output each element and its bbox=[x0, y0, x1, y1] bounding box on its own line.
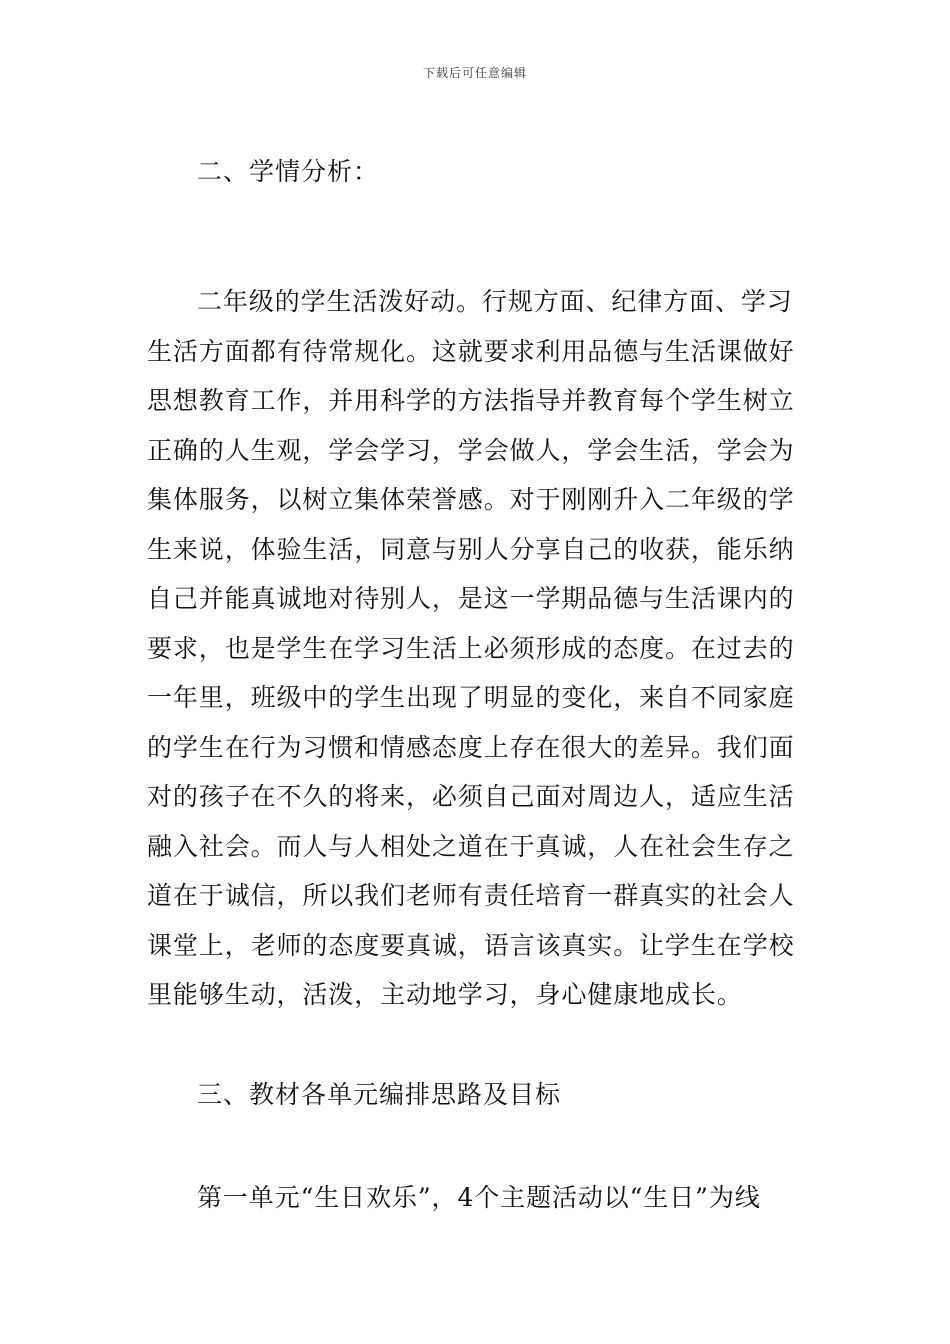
paragraph-line: 二年级的学生活泼好动。行规方面、纪律方面、学习 bbox=[197, 287, 793, 316]
paragraph-line: 集体服务，以树立集体荣誉感。对于刚刚升入二年级的学 bbox=[147, 485, 795, 514]
section-heading-unit-design: 三、教材各单元编排思路及目标 bbox=[197, 1080, 562, 1109]
paragraph-line: 第一单元“生日欢乐”，4个主题活动以“生日”为线 bbox=[197, 1183, 761, 1212]
paragraph-line: 正确的人生观，学会学习，学会做人，学会生活，学会为 bbox=[147, 435, 795, 465]
paragraph-line: 课堂上，老师的态度要真诚，语言该真实。让学生在学校 bbox=[147, 930, 795, 960]
page-header: 下载后可任意编辑 bbox=[422, 66, 527, 80]
paragraph-line: 生活方面都有待常规化。这就要求利用品德与生活课做好 bbox=[147, 336, 795, 366]
paragraph-line: 思想教育工作，并用科学的方法指导并教育每个学生树立 bbox=[147, 386, 795, 415]
paragraph-line: 生来说，体验生活，同意与别人分享自己的收获，能乐纳 bbox=[147, 534, 795, 564]
paragraph-line: 自己并能真诚地对待别人，是这一学期品德与生活课内的 bbox=[147, 584, 795, 613]
paragraph-line: 要求，也是学生在学习生活上必须形成的态度。在过去的 bbox=[147, 633, 795, 663]
section-heading-learning-analysis: 二、学情分析： bbox=[197, 157, 380, 186]
paragraph-line: 里能够生动，活泼，主动地学习，身心健康地成长。 bbox=[147, 980, 743, 1009]
paragraph-line: 一年里，班级中的学生出现了明显的变化，来自不同家庭 bbox=[147, 683, 795, 712]
paragraph-line: 道在于诚信，所以我们老师有责任培育一群真实的社会人 bbox=[147, 881, 795, 910]
paragraph-unit-design bbox=[147, 1173, 812, 1223]
paragraph-line: 融入社会。而人与人相处之道在于真诚，人在社会生存之 bbox=[147, 831, 795, 861]
paragraph-line: 对的孩子在不久的将来，必须自己面对周边人，适应生活 bbox=[147, 782, 795, 811]
paragraph-learning-analysis bbox=[147, 277, 812, 1020]
paragraph-line: 的学生在行为习惯和情感态度上存在很大的差异。我们面 bbox=[147, 732, 795, 762]
